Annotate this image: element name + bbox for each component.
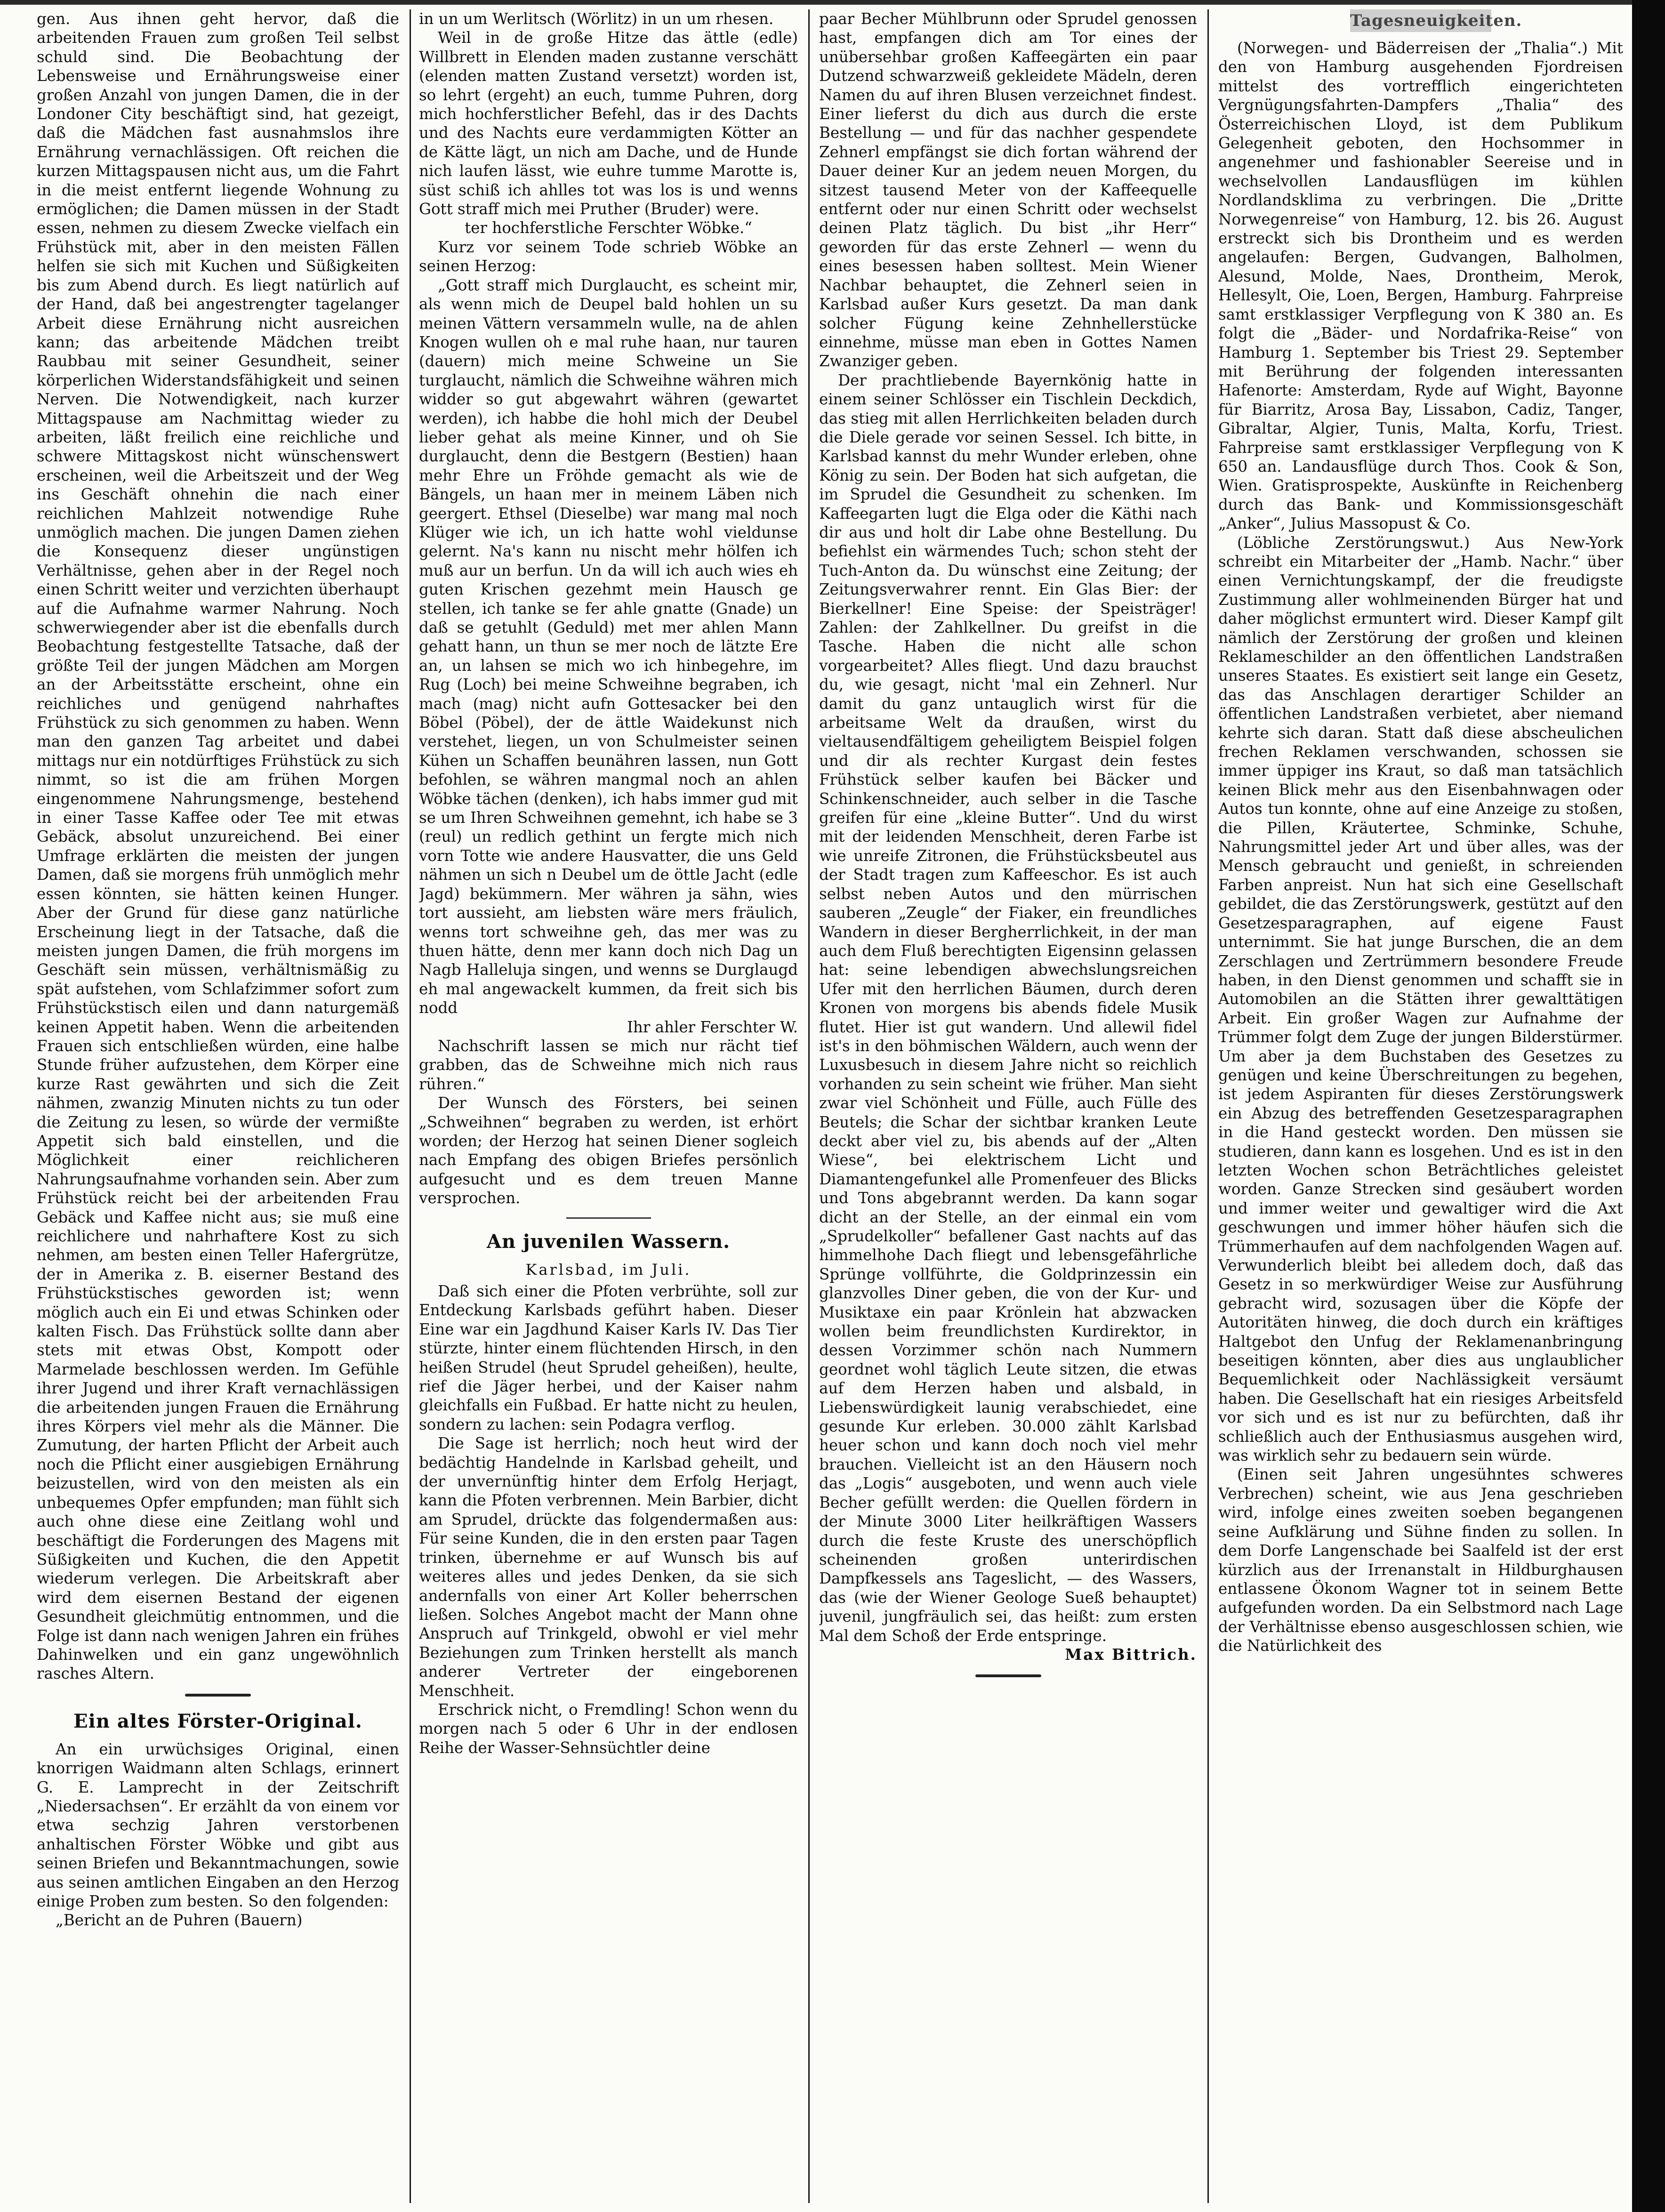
article-heading: Ein altes Förster-Original.: [73, 1710, 362, 1732]
column-3: [819, 9, 1197, 2198]
article-text: An ein urwüchsiges Original, einen knorrigen Waidmann alten Schlags, erinnert G. E. Lamprecht in der Zeitschrift „Niedersachsen“. Er erzählt da von einem vor etwa sechzig Jahren verstorbenen anhaltischen Förster Wöbke und gibt aus seinen Briefen und Bekanntmachungen, sowie aus seinen amtlichen Eingaben an den Herzog einige Proben zum besten. So den folgenden:: [37, 1740, 399, 1910]
column-2: [419, 9, 798, 2198]
article-heading: An juvenilen Wassern.: [486, 1230, 731, 1253]
section-divider: [566, 1217, 651, 1219]
column-4: [1218, 9, 1623, 2198]
article-text: Die Sage ist herrlich; noch heut wird der bedächtig Handelnde in Karlsbad geheilt, und der unvernünftig hinter dem Erfolg Herjagt, kann die Pfoten verbrennen. Mein Barbier, dicht am Sprudel, drückte das folgendermaßen aus: Für seine Kunden, die in den ersten paar Tagen trinken, übernehme er auf Wunsch bis auf weiteres alles und jedes Denken, da sie sich andernfalls von einer Art Koller beherrschen ließen. Solches Angebot macht der Mann ohne Anspruch auf Trinkgeld, obwohl er viel mehr Beziehungen zum Trinken herstellt als manch anderer Vertreter der eingeborenen Menschheit.: [419, 1434, 798, 1700]
column-rule-1: [410, 9, 411, 2203]
article-signature: ter hochferstliche Ferschter Wöbke.“: [465, 219, 752, 237]
article-text: Weil in de große Hitze das ättle (edle) Willbrett in Elenden maden zustanne verschätt (elenden matten Zustand versetzt) worden ist, so lehrt (ergeht) an euch, tumme Puhren, dorg mich hochferstlicher Befehl, das ir des Dachts und des Nachts eure verdammigten Kötter an de Kätte lägt, un nich am Dache, und de Hunde nich laufen lässt, wie euhre tumme Marotte is, süst schiß ich ahlles tot was los is und wenns Gott straff mich mei Pruther (Bruder) were.: [419, 29, 798, 218]
article-text: „Gott straff mich Durglaucht, es scheint mir, als wenn mich de Deupel bald hohlen un su meinen Vättern versammeln wulle, na de ahlen Knogen wullen oh e mal ruhe haan, nur tauren (dauern) mich meine Schweine un Sie turglaucht, nämlich die Schweihne währen mich widder so gut abgewahrt währen (gewartet werden), ich habbe die hohl mich der Deubel lieber gehat als meine Kinner, und oh Sie durglaucht, denn die Bestgern (Bestien) haan mehr Ehre un Fröhde gemacht als wie de Bängels, un haan mer in meinem Läben nich geergert. Ethsel (Dieselbe) war mang mal noch Klüger wie ich, un ich hatte wohl vieldunse gelernt. Na's kann nu nischt mehr hölfen ich muß aur un berfun. Un da will ich auch wies eh guten Krischen gezehmt mein Hausch ge stellen, ich tanke se fer ahle gnatte (Gnade) un daß se getuhlt (Geduld) met mer ahlen Mann gehatt hann, un thun se mer noch de lätzte Ere an, un lahsen se mich wo ich hinbegehre, im Rug (Loch) bei meine Schweihne begraben, ich mach (mag) nicht aufn Gottesacker bei den Böbel (Pöbel), der de ättle Waidekunst nich verstehet, liegen, un von Schulmeister seinen Kühen un Schaffen beunähren lassen, nun Gott befohlen, se währen mangmal noch an ahlen Wöbke tächen (denken), ich habs immer gud mit se um Ihren Schweihnen gemehnt, ich habe se 3 (reul) un redlich gethint un fergte mich nich vorn Totte wie andere Hausvatter, die uns Geld nähmen un sich n Deubel um de öttle Jacht (edle Jagd) bekümmern. Mer währen ja sähn, wies tort aussieht, am liebsten wäre mers fräulich, wenns tort schweihne geh, das mer was zu thuen hätte, denn mer kann doch nich Dag un Nagb Halleluja singen, und wenns se Durglaugd eh mal angewackelt kummen, da freit sich bis nodd: [419, 276, 798, 1017]
article-text: (Löbliche Zerstörungswut.) Aus New-York schreibt ein Mitarbeiter der „Hamb. Nachr.“ über einen Vernichtungskampf, der die freudigste Zustimmung aller wohlmeinenden Bürger hat und daher möglichst ermuntert wird. Dieser Kampf gilt nämlich der Zerstörung der großen und kleinen Reklameschilder an den öffentlichen Landstraßen unseres Staates. Es existiert seit lange ein Gesetz, das das Anschlagen derartiger Schilder an öffentlichen Landstraßen verbietet, aber niemand kehrte sich daran. Statt daß diese abscheulichen frechen Reklamen verschwanden, schossen sie immer üppiger ins Kraut, so daß man tatsächlich keinen Blick mehr aus den Eisenbahnwagen oder Autos tun konnte, ohne auf eine Anzeige zu stoßen, die Pillen, Kräutertee, Schminke, Schuhe, Nahrungsmittel jeder Art und über alles, was der Mensch gebraucht und genießt, in schreienden Farben anpreist. Nun hat sich eine Gesellschaft gebildet, die das Zerstörungswerk, gestützt auf den Gesetzesparagraphen, auf eigene Faust unternimmt. Sie hat junge Burschen, die an dem Zerschlagen und Zertrümmern besondere Freude haben, in den Dienst genommen und schafft sie in Automobilen an die Stätten ihrer gewalttätigen Arbeit. Ein großer Wagen zur Aufnahme der Trümmer folgt dem Zuge der jungen Bilderstürmer. Um aber ja dem Buchstaben des Gesetzes zu genügen und keine Überschreitungen zu begehen, ist jedem Aspiranten für dieses Zerstörungswerk ein Abzug des betreffenden Gesetzesparagraphen in die Hand gesteckt worden. Den müssen sie studieren, dann kann es losgehen. Und es ist in den letzten Wochen schon Beträchtliches geleistet worden. Ganze Strecken sind gesäubert worden und immer weiter und gewaltiger wird die Axt geschwungen und immer höher häufen sich die Trümmerhaufen auf dem nachfolgenden Wagen auf. Verwunderlich bleibt bei alledem doch, daß das Gesetz in so merkwürdiger Weise zur Ausführung gebracht wird, sozusagen über die Köpfe der Autoritäten hinweg, die doch durch ein kräftiges Haltgebot den Unfug der Reklamenanbringung beseitigen könnten, aber dies aus unglaublicher Bequemlichkeit oder Nachlässigkeit versäumt haben. Die Gesellschaft hat ein riesiges Arbeitsfeld vor sich und es ist nur zu befürchten, daß ihr schließlich auch der Enthusiasmus ausgehen wird, was wirklich sehr zu bedauern sein würde.: [1218, 533, 1623, 1465]
article-text: Erschrick nicht, o Fremdling! Schon wenn du morgen nach 5 oder 6 Uhr in der endlosen Reihe der Wasser-Sehnsüchtler deine: [419, 1700, 798, 1757]
article-text: Der Wunsch des Försters, bei seinen „Schweihnen“ begraben zu werden, ist erhört worden; der Herzog hat seinen Diener sogleich nach Empfang des obigen Briefes persönlich aufgesucht und es dem treuen Manne versprochen.: [419, 1094, 798, 1207]
article-text: gen. Aus ihnen geht hervor, daß die arbeitenden Frauen zum großen Teil selbst schuld sind. Die Beobachtung der Lebensweise und Ernährungsweise einer großen Anzahl von jungen Damen, die in der Londoner City beschäftigt sind, hat gezeigt, daß die Mädchen fast ausnahmslos ihre Ernährung vernachlässigen. Oft reichen die kurzen Mittagspausen nicht aus, um die Fahrt in die meist entfernt liegende Wohnung zu ermöglichen; die Damen müssen in der Stadt essen, nehmen zu diesem Zwecke vielfach ein Frühstück mit, aber in den meisten Fällen helfen sie sich mit Kuchen und Süßigkeiten bis zum Abend durch. Es liegt natürlich auf der Hand, daß bei angestrengter tagelanger Arbeit diese Ernährung nicht ausreichen kann; das arbeitende Mädchen treibt Raubbau mit seiner Gesundheit, seiner körperlichen Widerstandsfähigkeit und seinen Nerven. Die Notwendigkeit, nach kurzer Mittagspause am Nachmittag wieder zu arbeiten, läßt freilich eine reichliche und schwere Mittagskost nicht wünschenswert erscheinen, weil die Arbeitszeit und der Weg ins Geschäft ohnehin die nach einer reichlichen Mahlzeit notwendige Ruhe unmöglich machen. Die jungen Damen ziehen die Konsequenz dieser ungünstigen Verhältnisse, gehen aber in der Regel noch einen Schritt weiter und verzichten überhaupt auf die Aufnahme warmer Nahrung. Noch schwerwiegender aber ist die ebenfalls durch Beobachtung festgestellte Tatsache, daß der größte Teil der jungen Mädchen am Morgen an der Arbeitsstätte erscheint, ohne ein reichliches und genügend nahrhaftes Frühstück zu sich genommen zu haben. Wenn man den ganzen Tag arbeitet und dabei mittags nur ein notdürftiges Frühstück zu sich nimmt, so ist die am frühen Morgen eingenommene Nahrungsmenge, bestehend in einer Tasse Kaffee oder Tee mit etwas Gebäck, absolut unzureichend. Bei einer Umfrage erklärten die meisten der jungen Damen, daß sie morgens früh unmöglich mehr essen könnten, sie hätten keinen Hunger. Aber der Grund für diese ganz natürliche Erscheinung liegt in der Tatsache, daß die meisten jungen Damen, die früh morgens im Geschäft sein müssen, verhältnismäßig zu spät aufstehen, vom Schlafzimmer sofort zum Frühstückstisch eilen und dann naturgemäß keinen Appetit haben. Wenn die arbeitenden Frauen sich entschließen würden, eine halbe Stunde früher aufzustehen, dem Körper eine kurze Rast gewährten und sich die Zeit nähmen, zwanzig Minuten nichts zu tun oder die Zeitung zu lesen, so würde der vermißte Appetit sich bald einstellen, und die Möglichkeit einer reichlicheren Nahrungsaufnahme vorhanden sein. Aber zum Frühstück reicht bei der arbeitenden Frau Gebäck und Kaffee nicht aus; sie muß eine reichlichere und nahrhaftere Kost zu sich nehmen, am besten einen Teller Hafergrütze, der in Amerika z. B. eiserner Bestand des Frühstückstisches geworden ist; wenn möglich auch ein Ei und etwas Schinken oder kalten Fisch. Das Frühstück sollte dann aber stets mit etwas Obst, Kompott oder Marmelade beschlossen werden. Im Gefühle ihrer Jugend und ihrer Kraft vernachlässigen die arbeitenden jungen Frauen die Ernährung ihres Körpers viel mehr als die Männer. Die Zumutung, der harten Pflicht der Arbeit auch noch die Pflicht einer ausgiebigen Ernährung beizustellen, wird von den meisten als ein unbequemes Opfer empfunden; man fühlt sich auch ohne diese eine Zeitlang wohl und beschäftigt die Forderungen des Magens mit Süßigkeiten und Kuchen, die den Appetit wiederum verlegen. Die Arbeitskraft aber wird dem eisernen Bestand der eigenen Gesundheit gleichmütig entnommen, und die Folge ist dann nach wenigen Jahren ein frühes Dahinwelken und ein ganz ungewöhnlich rasches Altern.: [37, 10, 399, 1683]
section-heading: Tagesneuigkeiten.: [1350, 9, 1491, 32]
section-divider: [975, 1674, 1041, 1677]
article-text: in un um Werlitsch (Wörlitz) in un um rhesen.: [419, 10, 774, 28]
page-top-edge: [0, 0, 1665, 5]
article-text: Daß sich einer die Pfoten verbrühte, soll zur Entdeckung Karlsbads geführt haben. Dieser Eine war ein Jagdhund Kaiser Karls IV. Das Tier stürzte, hinter einem flüchtenden Hirsch, in den heißen Strudel (heut Sprudel geheißen), heulte, rief die Jäger herbei, und der Kaiser nahm gleichfalls ein Fußbad. Er hatte nicht zu heulen, sondern zu lachen: sein Podagra verflog.: [419, 1282, 798, 1433]
article-text: Nachschrift lassen se mich nur rächt tief grabben, das de Schweihne mich nich raus rühren.“: [419, 1037, 798, 1093]
article-text: (Norwegen- und Bäderreisen der „Thalia“.) Mit den von Hamburg ausgehenden Fjordreisen mittelst des vortrefflich eingerichteten Vergnügungsfahrten-Dampfers „Thalia“ des Österreichischen Lloyd, ist dem Publikum Gelegenheit geboten, den Hochsommer in angenehmer und fashionabler Seereise und in wechselvollen Landausflügen im kühlen Nordlandsklima zu verbringen. Die „Dritte Norwegenreise“ von Hamburg, 12. bis 26. August erstreckt sich bis Drontheim und es werden angelaufen: Bergen, Gudvangen, Balholmen, Alesund, Molde, Naes, Drontheim, Merok, Hellesylt, Oie, Loen, Bergen, Hamburg. Fahrpreise samt erstklassiger Verpflegung von K 380 an. Es folgt die „Bäder- und Nordafrika-Reise“ von Hamburg 1. September bis Triest 29. September mit Berührung der folgenden interessanten Hafenorte: Amsterdam, Ryde auf Wight, Bayonne für Biarritz, Arosa Bay, Lissabon, Cadiz, Tanger, Gibraltar, Algier, Tunis, Malta, Korfu, Triest. Fahrpreise samt erstklassiger Verpflegung von K 650 an. Landausflüge durch Thos. Cook & Son, Wien. Gratisprospekte, Auskünfte in Reichenberg durch das Bank- und Kommissionsgeschäft „Anker“, Julius Massopust & Co.: [1218, 39, 1623, 533]
article-text: Kurz vor seinem Tode schrieb Wöbke an seinen Herzog:: [419, 238, 798, 275]
article-text: (Einen seit Jahren ungesühntes schweres Verbrechen) scheint, wie aus Jena geschrieben wird, infolge eines zweiten soeben begangenen seine Aufklärung und Sühne finden zu sollen. In dem Dorfe Langenschade bei Saalfeld ist der erst kürzlich aus der Irrenanstalt in Hildburghausen entlassene Ökonom Wagner tot in seinem Bette aufgefunden worden. Da ein Selbstmord nach Lage der Verhältnisse ebenso ausgeschlossen schien, wie die Natürlichkeit des: [1218, 1465, 1623, 1655]
article-signature: Ihr ahler Ferschter W.: [627, 1018, 798, 1036]
column-rule-3: [1207, 9, 1209, 2203]
page-right-edge: [1632, 0, 1665, 2212]
section-divider: [185, 1694, 251, 1697]
article-signature: Max Bittrich.: [1065, 1645, 1197, 1664]
article-text: Der prachtliebende Bayernkönig hatte in einem seiner Schlösser ein Tischlein Deckdich, das stieg mit allen Herrlichkeiten beladen durch die Diele gerade vor seinen Sessel. Ich bitte, in Karlsbad kannst du mehr Wunder erleben, ohne König zu sein. Der Boden hat sich aufgetan, die im Sprudel die Gesundheit zu schenken. Im Kaffeegarten lugt die Elga oder die Käthi nach dir aus und holt dir Labe ohne Bestellung. Du befiehlst ein wärmendes Tuch; schon steht der Tuch-Anton da. Du wünschst eine Zeitung; der Zeitungsverwahrer rennt. Ein Glas Bier: der Bierkellner! Eine Speise: der Speisträger! Zahlen: der Zahlkellner. Du greifst in die Tasche. Haben die nicht alle schon vorgearbeitet? Alles fliegt. Und dazu brauchst du, wie gesagt, nicht 'mal ein Zehnerl. Nur damit du ganz untauglich wirst für die arbeitsame Welt da draußen, wirst du vieltausendfältigem geheiligtem Beispiel folgen und dir als rechter Kurgast dein festes Frühstück selber kaufen bei Bäcker und Schinkenschneider, auch selber in die Tasche greifen für eine „kleine Butter“. Und du wirst mit der leidenden Menschheit, deren Farbe ist wie unreife Zitronen, die Frühstücksbeutel aus der Stadt tragen zum Kaffeeschor. Es ist auch selbst neben Autos und den mürrischen sauberen „Zeugle“ der Fiaker, ein freundliches Wandern in dieser Bergherrlichkeit, in der man auch dem Fluß berechtigten Eigensinn gelassen hat: seine lebendigen abwechslungsreichen Ufer mit den herrlichen Bäumen, durch deren Kronen von morgens bis abends fidele Musik flutet. Hier ist gut wandern. Und allewil fidel ist's in den böhmischen Wäldern, auch wenn der Luxusbesuch in diesem Jahre nicht so reichlich vorhanden zu sein scheint wie früher. Man sieht zwar viel Schönheit und Fülle, auch Fülle des Beutels; die Schar der sichtbar kranken Leute deckt aber viel zu, bis abends auf der „Alten Wiese“, bei elektrischem Licht und Diamantengefunkel alle Promenfeuer des Blicks und Tons abgebrannt werden. Da kann sogar dicht an der Stelle, an der einmal ein vom „Sprudelkoller“ befallener Gast nachts auf das himmelhohe Dach fliegt und lebensgefährliche Sprünge vollführte, die Goldprinzessin ein glanzvolles Diner geben, die von der Kur- und Musiktaxe ein paar Krönlein hat abzwacken wollen beim freundlichsten Kurdirektor, in dessen Vorzimmer schön nach Nummern geordnet wohl täglich Leute sitzen, die etwas auf dem Herzen haben und alsbald, in Liebenswürdigkeit launig verabschiedet, eine gesunde Kur erleben. 30.000 zählt Karlsbad heuer schon und kann doch noch viel mehr brauchen. Vielleicht ist an den Häusern noch das „Logis“ ausgeboten, und wenn auch viele Becher gefüllt werden: die Quellen fördern in der Minute 3000 Liter heilkräftigen Wassers durch die feste Kruste des unerschöpflich scheinenden großen unterirdischen Dampfkessels ans Tageslicht, — des Wassers, das (wie der Wiener Geologe Sueß behauptet) juvenil, jungfräulich sei, das heißt: zum ersten Mal dem Schoß der Erde entspringe.: [819, 371, 1197, 1645]
column-1: [37, 9, 399, 2198]
article-dateline: Karlsbad, im Juli.: [525, 1260, 692, 1279]
article-text: paar Becher Mühlbrunn oder Sprudel genossen hast, empfangen dich am Tor eines der unübersehbar großen Kaffeegärten ein paar Dutzend schwarzweiß gekleidete Mädeln, deren Namen du auf ihren Blusen verzeichnet findest. Einer lieferst du dich aus durch die erste Bestellung — und für das nachher gespendete Zehnerl empfängst sie dich fortan während der Dauer deiner Kur an jedem neuen Morgen, du sitzest tausend Meter von der Kaffeequelle entfernt oder nur einen Schritt oder wechselst deinen Platz täglich. Du bist „ihr Herr“ geworden für das erste Zehnerl — wenn du eines besessen haben solltest. Mein Wiener Nachbar behauptet, die Zehnerl seien in Karlsbad außer Kurs gesetzt. Da man dank solcher Fügung keine Zehnhellerstücke einnehme, müsse man eben in Gottes Namen Zwanziger geben.: [819, 10, 1197, 370]
article-text: „Bericht an de Puhren (Bauern): [56, 1911, 303, 1930]
column-rule-2: [808, 9, 810, 2203]
